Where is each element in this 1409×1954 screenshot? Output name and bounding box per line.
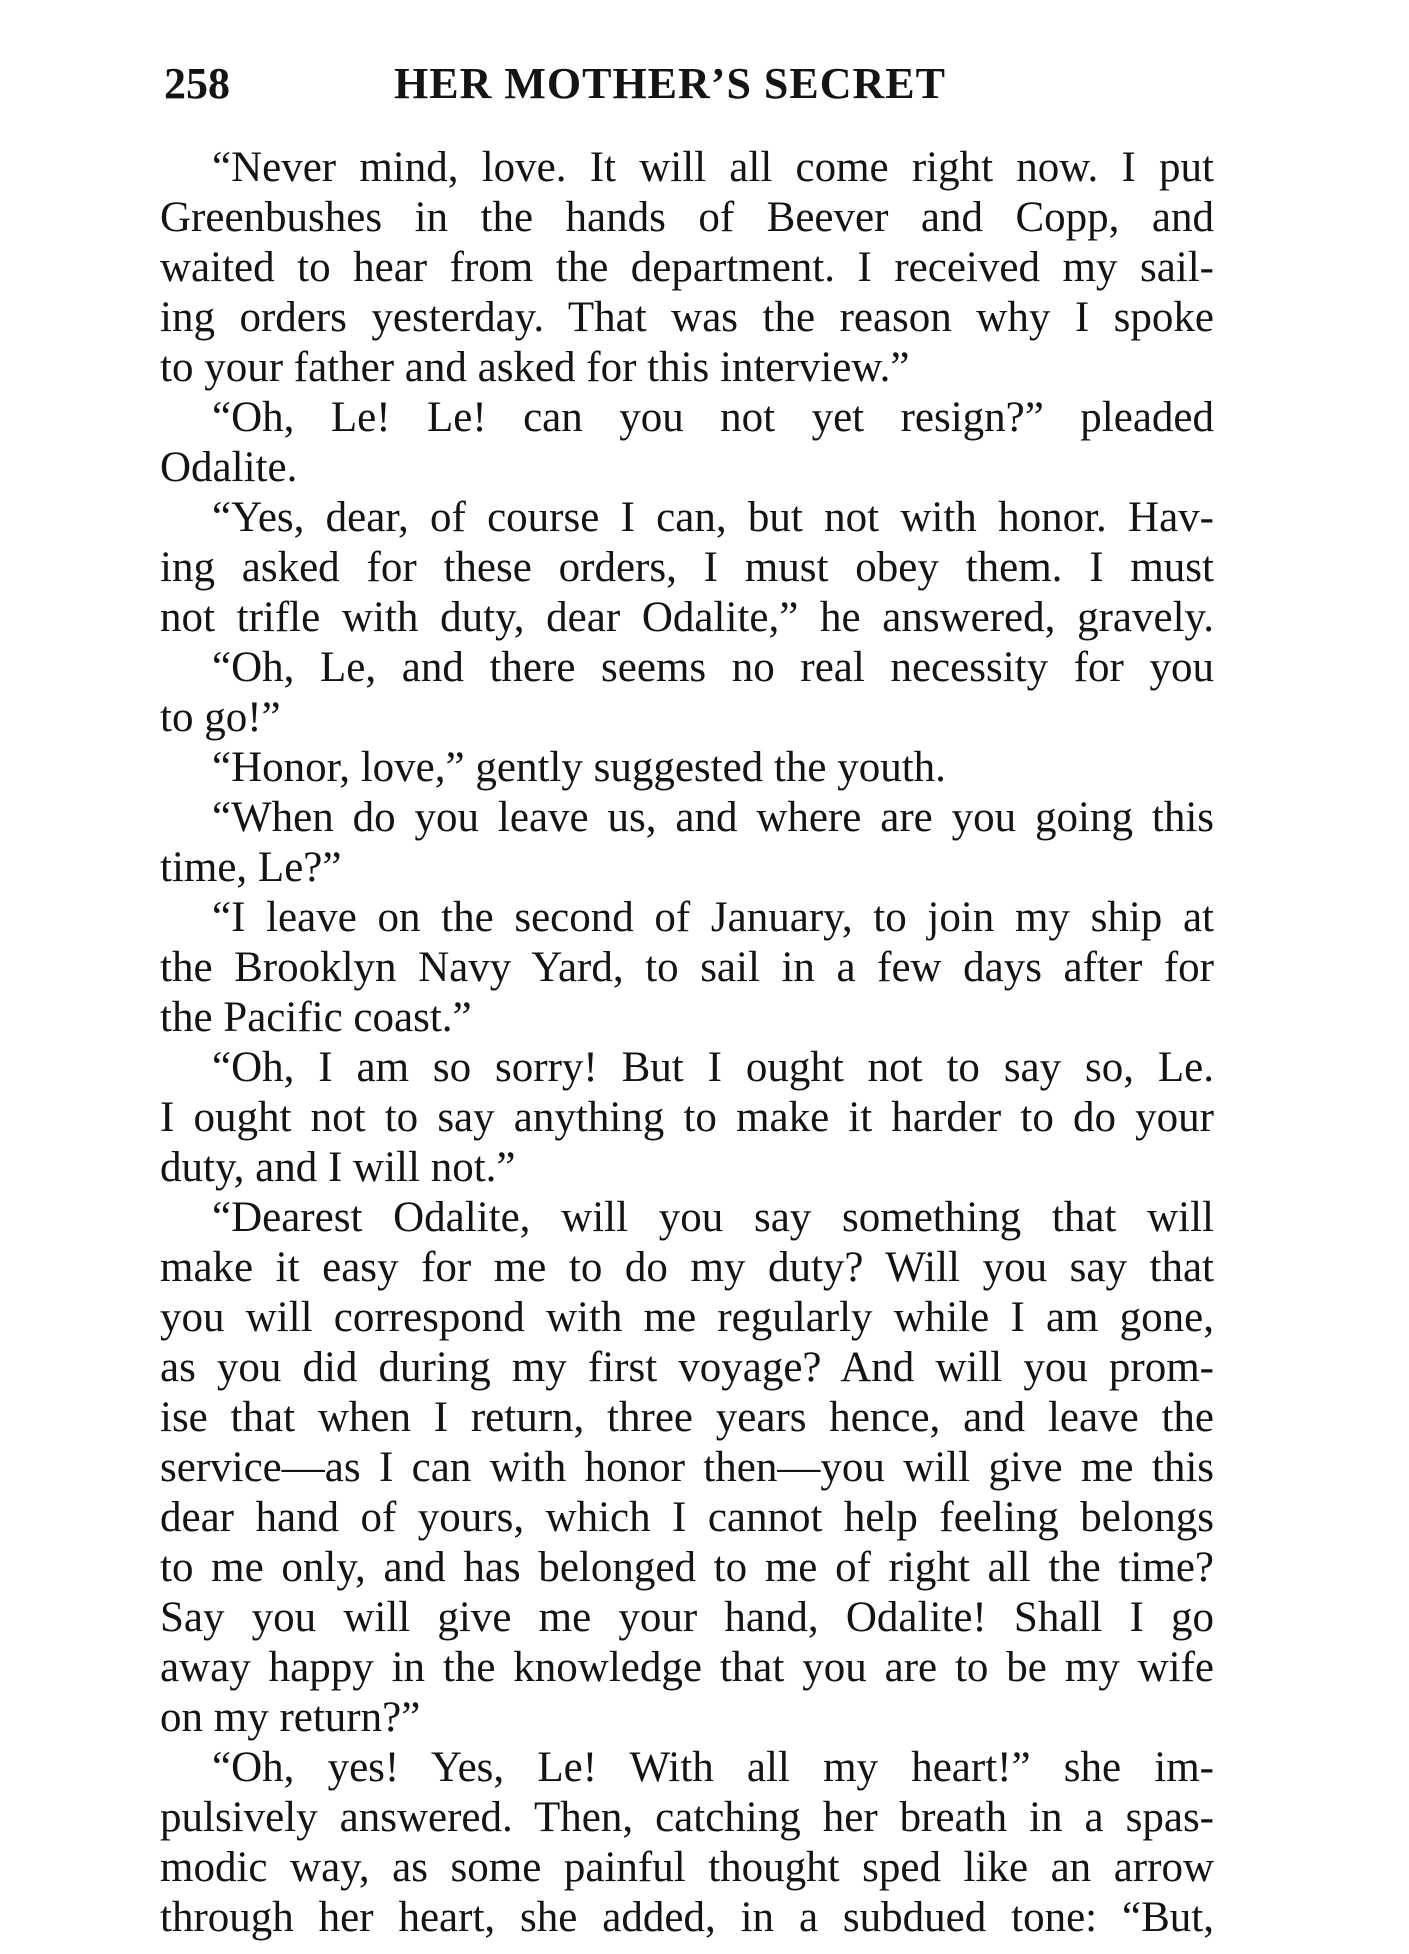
text-line: duty, and I will not.” bbox=[160, 1144, 516, 1191]
text-line: to go!” bbox=[160, 694, 281, 741]
text-line: Greenbushes in the hands of Beever and Copp, and bbox=[160, 194, 1214, 241]
body-text bbox=[160, 143, 1214, 1943]
text-line: away happy in the knowledge that you are to be my wife bbox=[160, 1644, 1214, 1691]
text-line: you will correspond with me regularly while I am gone, bbox=[160, 1294, 1214, 1341]
text-line: on my return?” bbox=[160, 1694, 421, 1741]
text-line: not trifle with duty, dear Odalite,” he answered, gravely. bbox=[160, 594, 1214, 641]
text-line: ise that when I return, three years hence, and leave the bbox=[160, 1394, 1214, 1441]
page-header bbox=[164, 58, 1214, 118]
text-line: to me only, and has belonged to me of right all the time? bbox=[160, 1544, 1214, 1591]
text-line: “Oh, Le! Le! can you not yet resign?” pleaded bbox=[212, 394, 1214, 441]
text-line: through her heart, she added, in a subdued tone: “But, bbox=[160, 1894, 1214, 1941]
text-line: the Pacific coast.” bbox=[160, 994, 472, 1041]
text-line: “I leave on the second of January, to join my ship at bbox=[212, 894, 1214, 941]
text-line: service—as I can with honor then—you will give me this bbox=[160, 1444, 1214, 1491]
text-line: ing asked for these orders, I must obey them. I must bbox=[160, 544, 1214, 591]
text-line: pulsively answered. Then, catching her breath in a spas- bbox=[160, 1794, 1214, 1841]
text-line: the Brooklyn Navy Yard, to sail in a few days after for bbox=[160, 944, 1214, 991]
text-line: Odalite. bbox=[160, 444, 298, 491]
text-line: “Never mind, love. It will all come right now. I put bbox=[212, 144, 1214, 191]
text-line: time, Le?” bbox=[160, 844, 342, 891]
text-line: Say you will give me your hand, Odalite! Shall I go bbox=[160, 1594, 1214, 1641]
text-line: as you did during my first voyage? And will you prom- bbox=[160, 1344, 1214, 1391]
text-line: I ought not to say anything to make it harder to do your bbox=[160, 1094, 1214, 1141]
text-line: “Oh, I am so sorry! But I ought not to say so, Le. bbox=[212, 1044, 1214, 1091]
running-title: HER MOTHER’S SECRET bbox=[394, 59, 946, 108]
text-line: “Honor, love,” gently suggested the youth. bbox=[212, 744, 946, 791]
text-line: “Yes, dear, of course I can, but not with honor. Hav- bbox=[212, 494, 1214, 541]
text-line: to your father and asked for this interview.” bbox=[160, 344, 910, 391]
text-line: “Oh, Le, and there seems no real necessity for you bbox=[212, 644, 1214, 691]
text-line: waited to hear from the department. I received my sail- bbox=[160, 244, 1214, 291]
text-line: “Oh, yes! Yes, Le! With all my heart!” she im- bbox=[212, 1744, 1214, 1791]
text-line: ing orders yesterday. That was the reason why I spoke bbox=[160, 294, 1214, 341]
text-line: make it easy for me to do my duty? Will you say that bbox=[160, 1244, 1214, 1291]
text-line: “Dearest Odalite, will you say something that will bbox=[212, 1194, 1214, 1241]
text-line: “When do you leave us, and where are you going this bbox=[212, 794, 1214, 841]
page-number: 258 bbox=[164, 59, 230, 108]
text-line: dear hand of yours, which I cannot help feeling belongs bbox=[160, 1494, 1214, 1541]
text-line: modic way, as some painful thought sped like an arrow bbox=[160, 1844, 1214, 1891]
